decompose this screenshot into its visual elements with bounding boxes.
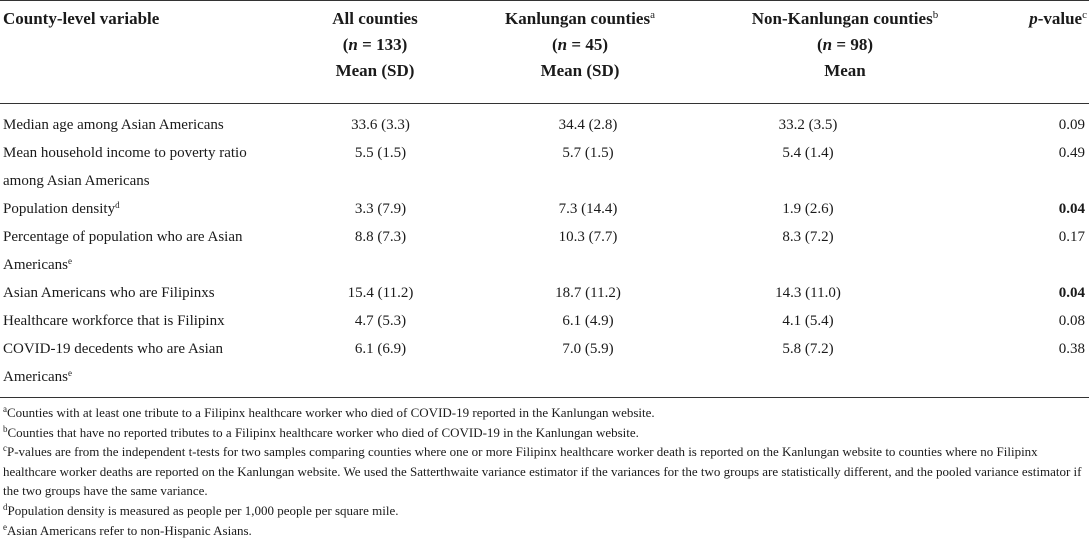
cell-non-kanlungan: 1.9 (2.6): [782, 201, 834, 217]
data-table: [0, 111, 1089, 391]
row-label: Median age among Asian Americans: [3, 117, 224, 133]
cell-pvalue: 0.04: [1058, 201, 1085, 217]
cell-kanlungan: 18.7 (11.2): [555, 285, 621, 301]
cell-non-kanlungan: 5.4 (1.4): [782, 145, 834, 161]
header-kanlungan-n: (n = 45): [552, 35, 608, 54]
cell-non-kanlungan: 8.3 (7.2): [782, 229, 834, 245]
cell-kanlungan: 10.3 (7.7): [558, 229, 618, 245]
header-all-stat: Mean (SD): [335, 61, 415, 80]
cell-non-kanlungan: 4.1 (5.4): [782, 313, 834, 329]
header-non-kanlungan-counties: [715, 6, 975, 84]
table-bottom-rule: [0, 397, 1089, 398]
cell-all: 33.6 (3.3): [351, 117, 410, 133]
table-row: [0, 223, 1089, 279]
footnote-c: $^c$P-values are from the independent t-tests for two samples comparing counties where one or more Filipinx healthcare worker death is reported on the Kanlungan website to counties where no Filipinx healthcare worker deaths are reported on the Kanlungan website. We used the Satterthwaite variance estimator if the variances for the two groups are statistically different, and the pooled variance estimator if the two groups have the same variance.: [3, 443, 1082, 499]
header-bottom-rule: [0, 103, 1089, 104]
cell-kanlungan: 6.1 (4.9): [562, 313, 614, 329]
row-label: Population density$^d$: [3, 200, 120, 217]
table-top-rule: [0, 0, 1089, 1]
cell-kanlungan: 7.3 (14.4): [558, 201, 618, 217]
cell-pvalue: 0.09: [1058, 117, 1085, 133]
cell-all: 6.1 (6.9): [354, 341, 407, 357]
cell-all: 4.7 (5.3): [354, 313, 407, 329]
cell-all: 3.3 (7.9): [354, 201, 407, 217]
header-kanlungan-stat: Mean (SD): [540, 61, 620, 80]
cell-pvalue: 0.38: [1058, 341, 1085, 357]
header-non-kanlungan-title: Non-Kanlungan counties$^b$: [751, 9, 939, 28]
table-row: [0, 335, 1089, 391]
row-label: COVID-19 decedents who are Asian Americans$^e$: [3, 341, 223, 385]
footnote-d: $^d$Population density is measured as people per 1,000 people per square mile.: [3, 501, 399, 518]
cell-non-kanlungan: 33.2 (3.5): [778, 117, 838, 133]
table-row: [0, 139, 1089, 195]
row-label: Percentage of population who are Asian Americans$^e$: [3, 229, 243, 273]
cell-kanlungan: 5.7 (1.5): [562, 145, 614, 161]
footnote-b: $^b$Counties that have no reported tributes to a Filipinx healthcare worker who died of COVID-19 in the Kanlungan website.: [3, 423, 639, 440]
table-row: [0, 195, 1089, 223]
header-kanlungan-counties: [475, 6, 685, 84]
header-all-n: (n = 133): [342, 35, 408, 54]
header-all-counties: [295, 6, 455, 84]
footnotes: [3, 403, 1087, 540]
header-pvalue: p-value$^c$: [1029, 9, 1087, 28]
table-row: [0, 111, 1089, 139]
cell-pvalue: 0.49: [1058, 145, 1085, 161]
cell-kanlungan: 34.4 (2.8): [558, 117, 618, 133]
header-non-kanlungan-stat: Mean: [824, 61, 866, 80]
header-kanlungan-title: Kanlungan counties$^a$: [505, 9, 655, 28]
cell-pvalue: 0.17: [1058, 229, 1085, 245]
row-label: Healthcare workforce that is Filipinx: [3, 313, 225, 329]
cell-kanlungan: 7.0 (5.9): [562, 341, 614, 357]
footnote-e: $^e$Asian Americans refer to non-Hispanic Asians.: [3, 521, 252, 538]
header-variable: County-level variable: [3, 9, 160, 28]
cell-pvalue: 0.08: [1058, 313, 1085, 329]
header-non-kanlungan-n: (n = 98): [817, 35, 873, 54]
row-label: Mean household income to poverty ratio among Asian Americans: [3, 145, 247, 189]
cell-non-kanlungan: 14.3 (11.0): [775, 285, 841, 301]
table-row: [0, 307, 1089, 335]
cell-all: 5.5 (1.5): [354, 145, 407, 161]
table-row: [0, 279, 1089, 307]
cell-all: 15.4 (11.2): [347, 285, 414, 301]
footnote-a: $^a$Counties with at least one tribute to a Filipinx healthcare worker who died of COVID-19 reported in the Kanlungan website.: [3, 404, 655, 420]
cell-non-kanlungan: 5.8 (7.2): [782, 341, 834, 357]
cell-all: 8.8 (7.3): [354, 229, 407, 245]
row-label: Asian Americans who are Filipinxs: [3, 285, 215, 301]
header-all-title: All counties: [332, 9, 418, 28]
cell-pvalue: 0.04: [1058, 285, 1085, 301]
